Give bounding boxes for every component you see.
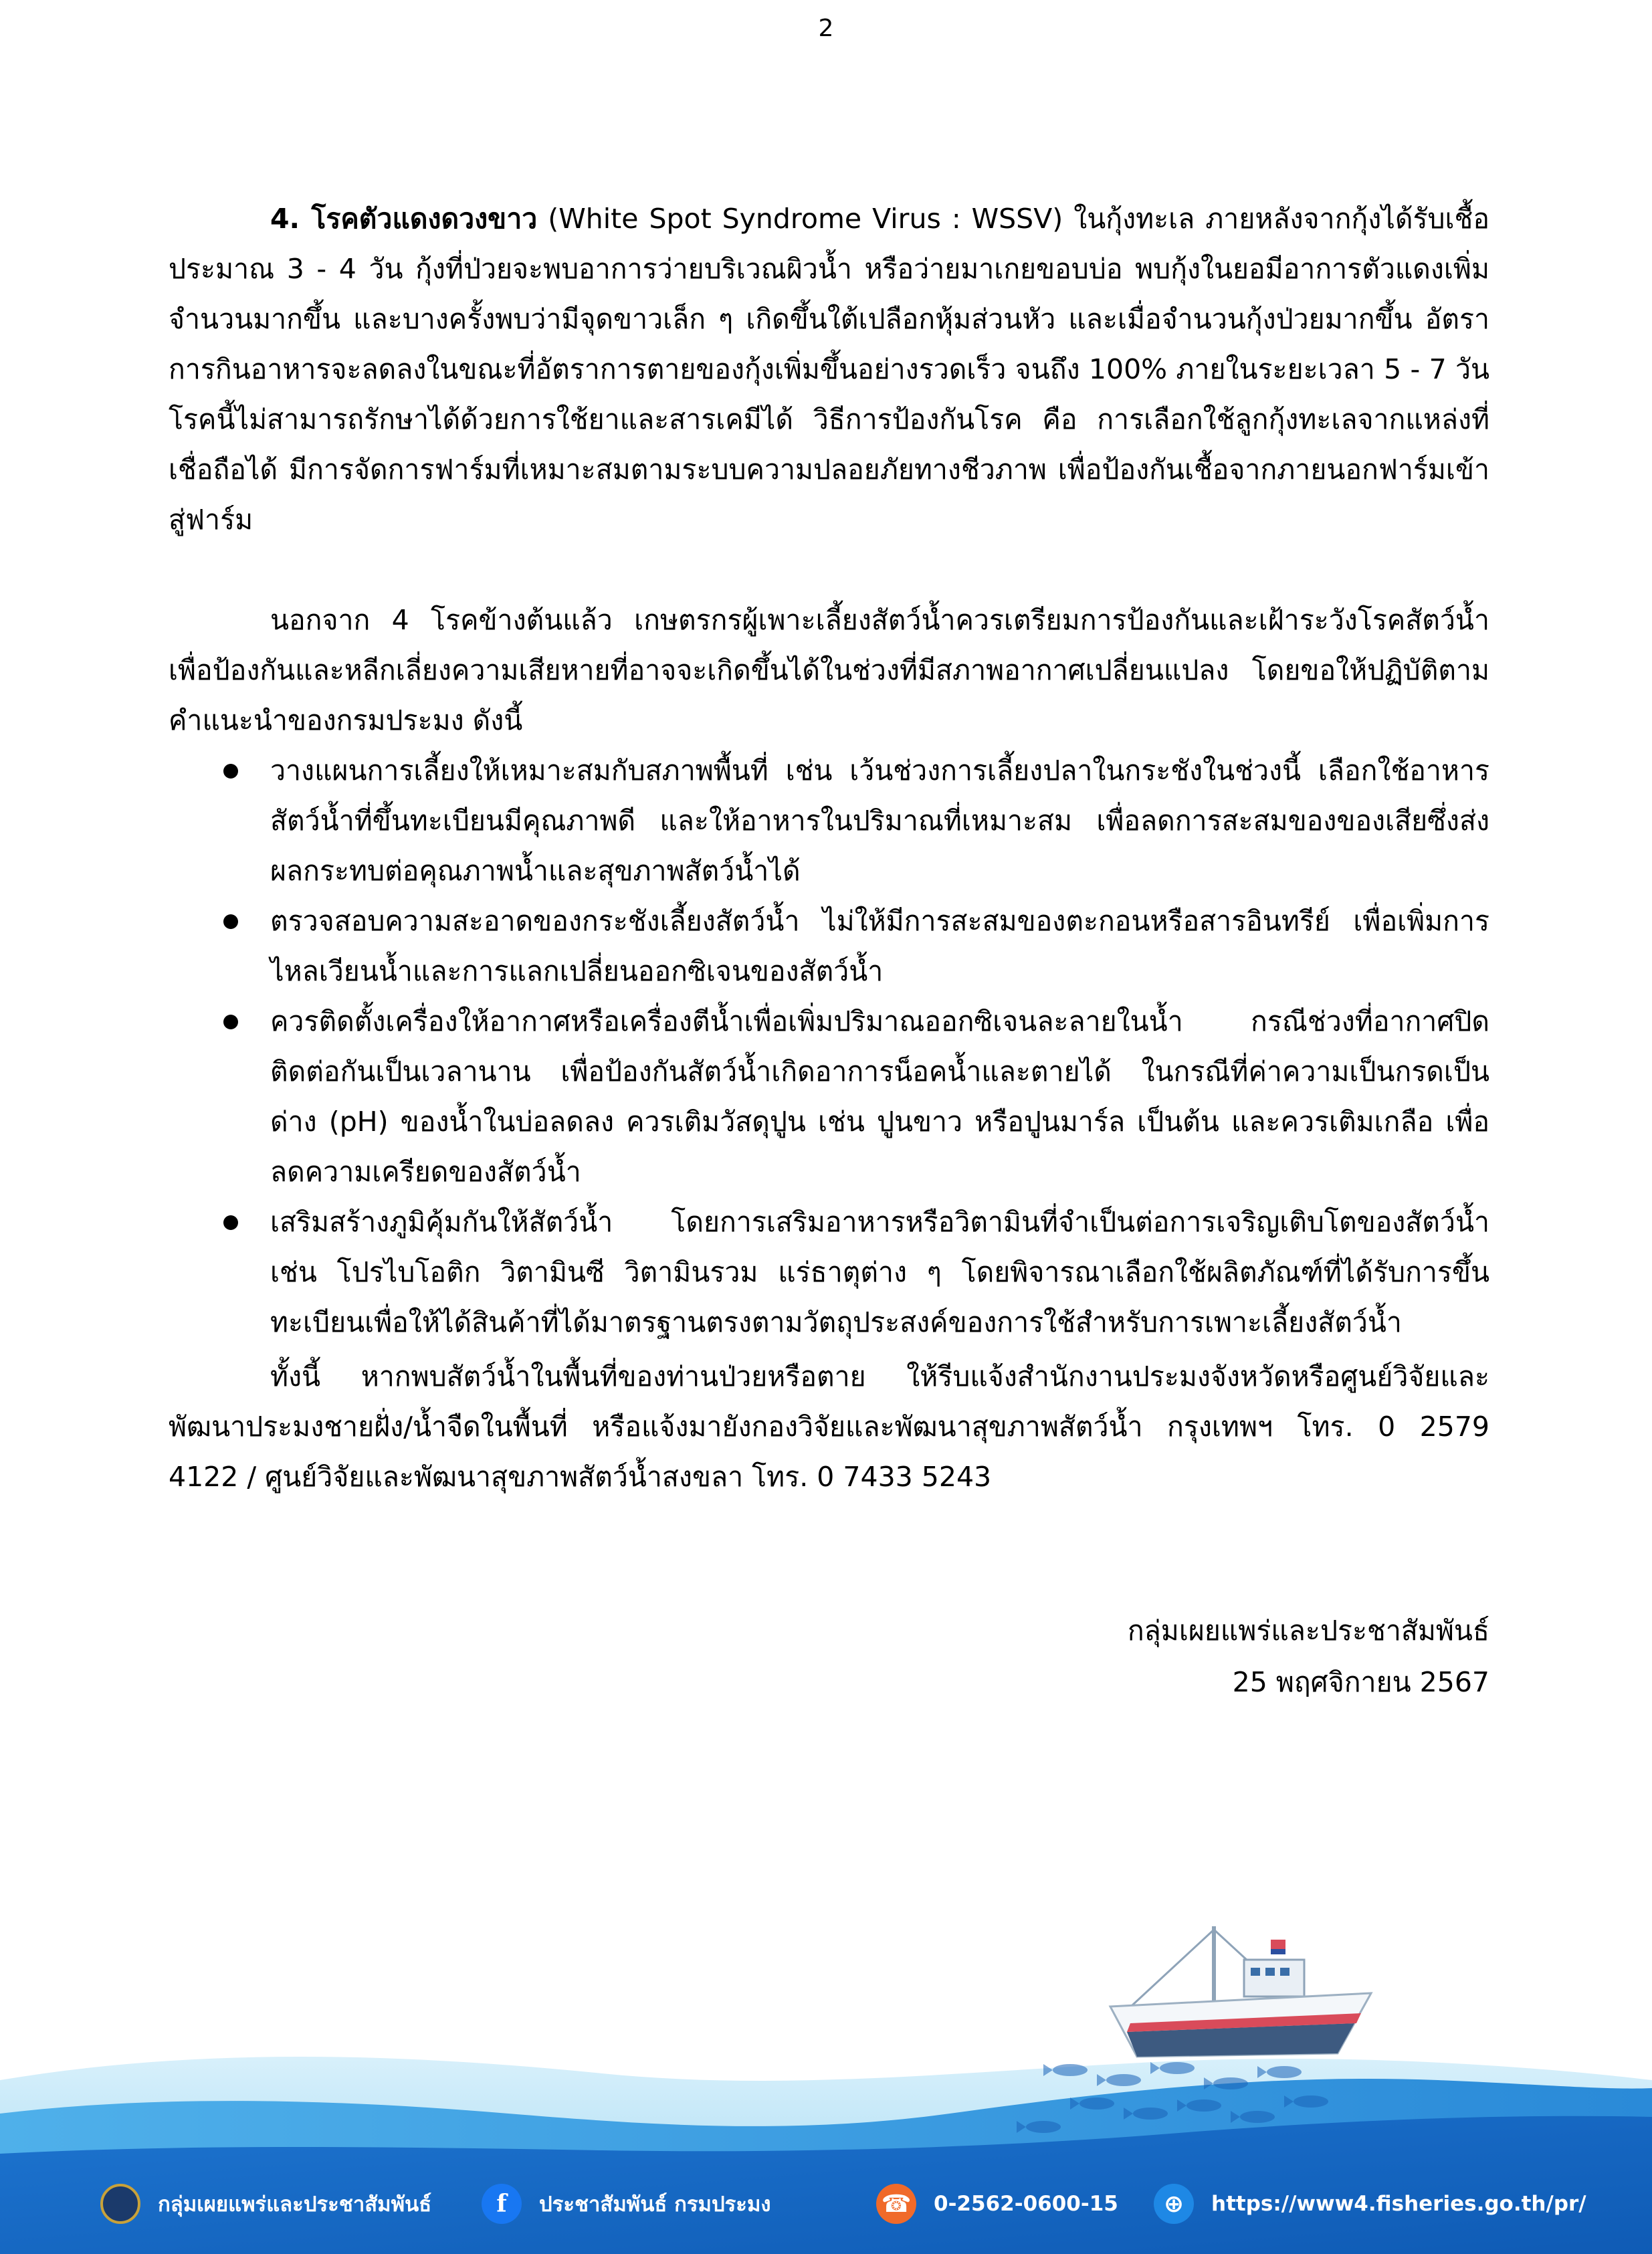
footer-website[interactable] [1154, 2184, 1586, 2224]
bullet-icon [223, 1015, 238, 1029]
globe-icon: ⊕ [1154, 2184, 1194, 2224]
bullet-icon [223, 914, 238, 929]
section-4-paragraph [169, 194, 1489, 545]
bullet-icon [223, 764, 238, 779]
facebook-icon: f [482, 2184, 522, 2224]
footer-bar [0, 2170, 1652, 2237]
closing-paragraph: ทั้งนี้ หากพบสัตว์น้ำในพื้นที่ของท่านป่วยหรือตาย ให้รีบแจ้งสำนักงานประมงจังหวัดหรือศูนย์วิจัยและพัฒนาประมงชายฝั่ง/น้ำจืดในพื้นที่ หรือแจ้งมายังกองวิจัยและพัฒนาสุขภาพสัตว์น้ำ กรุงเทพฯ โทร. 0 2579 4122 / ศูนย์วิจัยและพัฒนาสุขภาพสัตว์น้ำสงขลา โทร. 0 7433 5243 [169, 1360, 1489, 1493]
intro-paragraph: นอกจาก 4 โรคข้างต้นแล้ว เกษตรกรผู้เพาะเลี้ยงสัตว์น้ำควรเตรียมการป้องกันและเฝ้าระวังโรคสัตว์น้ำ เพื่อป้องกันและหลีกเลี่ยงความเสียหายที่อาจจะเกิดขึ้นได้ในช่วงที่มีสภาพอากาศเปลี่ยนแปลง โดยขอให้ปฏิบัติตามคำแนะนำของกรมประมง ดังนี้ [169, 604, 1489, 736]
list-item: ควรติดตั้งเครื่องให้อากาศหรือเครื่องตีน้ำเพื่อเพิ่มปริมาณออกซิเจนละลายในน้ำ กรณีช่วงที่อากาศปิดติดต่อกันเป็นเวลานาน เพื่อป้องกันสัตว์น้ำเกิดอาการน็อคน้ำและตายได้ ในกรณีที่ค่าความเป็นกรดเป็นด่าง (pH) ของน้ำในบ่อลดลง ควรเติมวัสดุปูน เช่น ปูนขาว หรือปูนมาร์ล เป็นต้น และควรเติมเกลือ เพื่อลดความเครียดของสัตว์น้ำ [169, 997, 1489, 1197]
fishing-boat-icon [1110, 1926, 1371, 2057]
bullet-icon [223, 1215, 238, 1230]
signature-block [1128, 1605, 1489, 1708]
footer-facebook-label[interactable]: ประชาสัมพันธ์ กรมประมง [539, 2192, 771, 2217]
section-4-text: (White Spot Syndrome Virus : WSSV) ในกุ้งทะเล ภายหลังจากกุ้งได้รับเชื้อประมาณ 3 - 4 วัน กุ้งที่ป่วยจะพบอาการว่ายบริเวณผิวน้ำ หรือว่ายมาเกยขอบบ่อ พบกุ้งในยอมีอาการตัวแดงเพิ่มจำนวนมากขึ้น และบางครั้งพบว่ามีจุดขาวเล็ก ๆ เกิดขึ้นใต้เปลือกหุ้มส่วนหัว และเมื่อจำนวนกุ้งป่วยมากขึ้น อัตราการกินอาหารจะลดลงในขณะที่อัตราการตายของกุ้งเพิ่มขึ้นอย่างรวดเร็ว จนถึง 100% ภายในระยะเวลา 5 - 7 วัน โรคนี้ไม่สามารถรักษาได้ด้วยการใช้ยาและสารเคมีได้ วิธีการป้องกันโรค คือ การเลือกใช้ลูกกุ้งทะเลจากแหล่งที่เชื่อถือได้ มีการจัดการฟาร์มที่เหมาะสมตามระบบความปลอยภัยทางชีวภาพ เพื่อป้องกันเชื้อจากภายนอกฟาร์มเข้าสู่ฟาร์ม [169, 203, 1489, 536]
phone-icon: ☎ [876, 2184, 916, 2224]
department-seal-icon [100, 2184, 140, 2224]
recommendation-list [169, 746, 1489, 1348]
list-item: เสริมสร้างภูมิคุ้มกันให้สัตว์น้ำ โดยการเสริมอาหารหรือวิตามินที่จำเป็นต่อการเจริญเติบโตของสัตว์น้ำ เช่น โปรไบโอติก วิตามินซี วิตามินรวม แร่ธาตุต่าง ๆ โดยพิจารณาเลือกใช้ผลิตภัณฑ์ที่ได้รับการขึ้นทะเบียนเพื่อให้ได้สินค้าที่ได้มาตรฐานตรงตามวัตถุประสงค์ของการใช้สำหรับการเพาะเลี้ยงสัตว์น้ำ [169, 1197, 1489, 1348]
footer-phone[interactable] [876, 2184, 1118, 2224]
document-body [169, 194, 1489, 1502]
signature-org: กลุ่มเผยแพร่และประชาสัมพันธ์ [1127, 1615, 1489, 1647]
list-item: วางแผนการเลี้ยงให้เหมาะสมกับสภาพพื้นที่ เช่น เว้นช่วงการเลี้ยงปลาในกระชังในช่วงนี้ เลือกใช้อาหารสัตว์น้ำที่ขึ้นทะเบียนมีคุณภาพดี และให้อาหารในปริมาณที่เหมาะสม เพื่อลดการสะสมของของเสียซึ่งส่งผลกระทบต่อคุณภาพน้ำและสุขภาพสัตว์น้ำได้ [169, 746, 1489, 896]
page-number: 2 [818, 15, 834, 42]
footer-facebook[interactable] [482, 2184, 771, 2224]
footer-org [100, 2184, 431, 2224]
footer-org-label: กลุ่มเผยแพร่และประชาสัมพันธ์ [158, 2192, 432, 2217]
section-4-heading: 4. โรคตัวแดงดวงขาว [270, 203, 538, 235]
list-item: ตรวจสอบความสะอาดของกระชังเลี้ยงสัตว์น้ำ ไม่ให้มีการสะสมของตะกอนหรือสารอินทรีย์ เพื่อเพิ่มการไหลเวียนน้ำและการแลกเปลี่ยนออกซิเจนของสัตว์น้ำ [169, 896, 1489, 997]
signature-date: 25 พฤศจิกายน 2567 [1232, 1666, 1489, 1698]
footer-phone-label[interactable]: 0-2562-0600-15 [934, 2192, 1118, 2216]
footer-website-link[interactable]: https://www4.fisheries.go.th/pr/ [1211, 2192, 1586, 2216]
